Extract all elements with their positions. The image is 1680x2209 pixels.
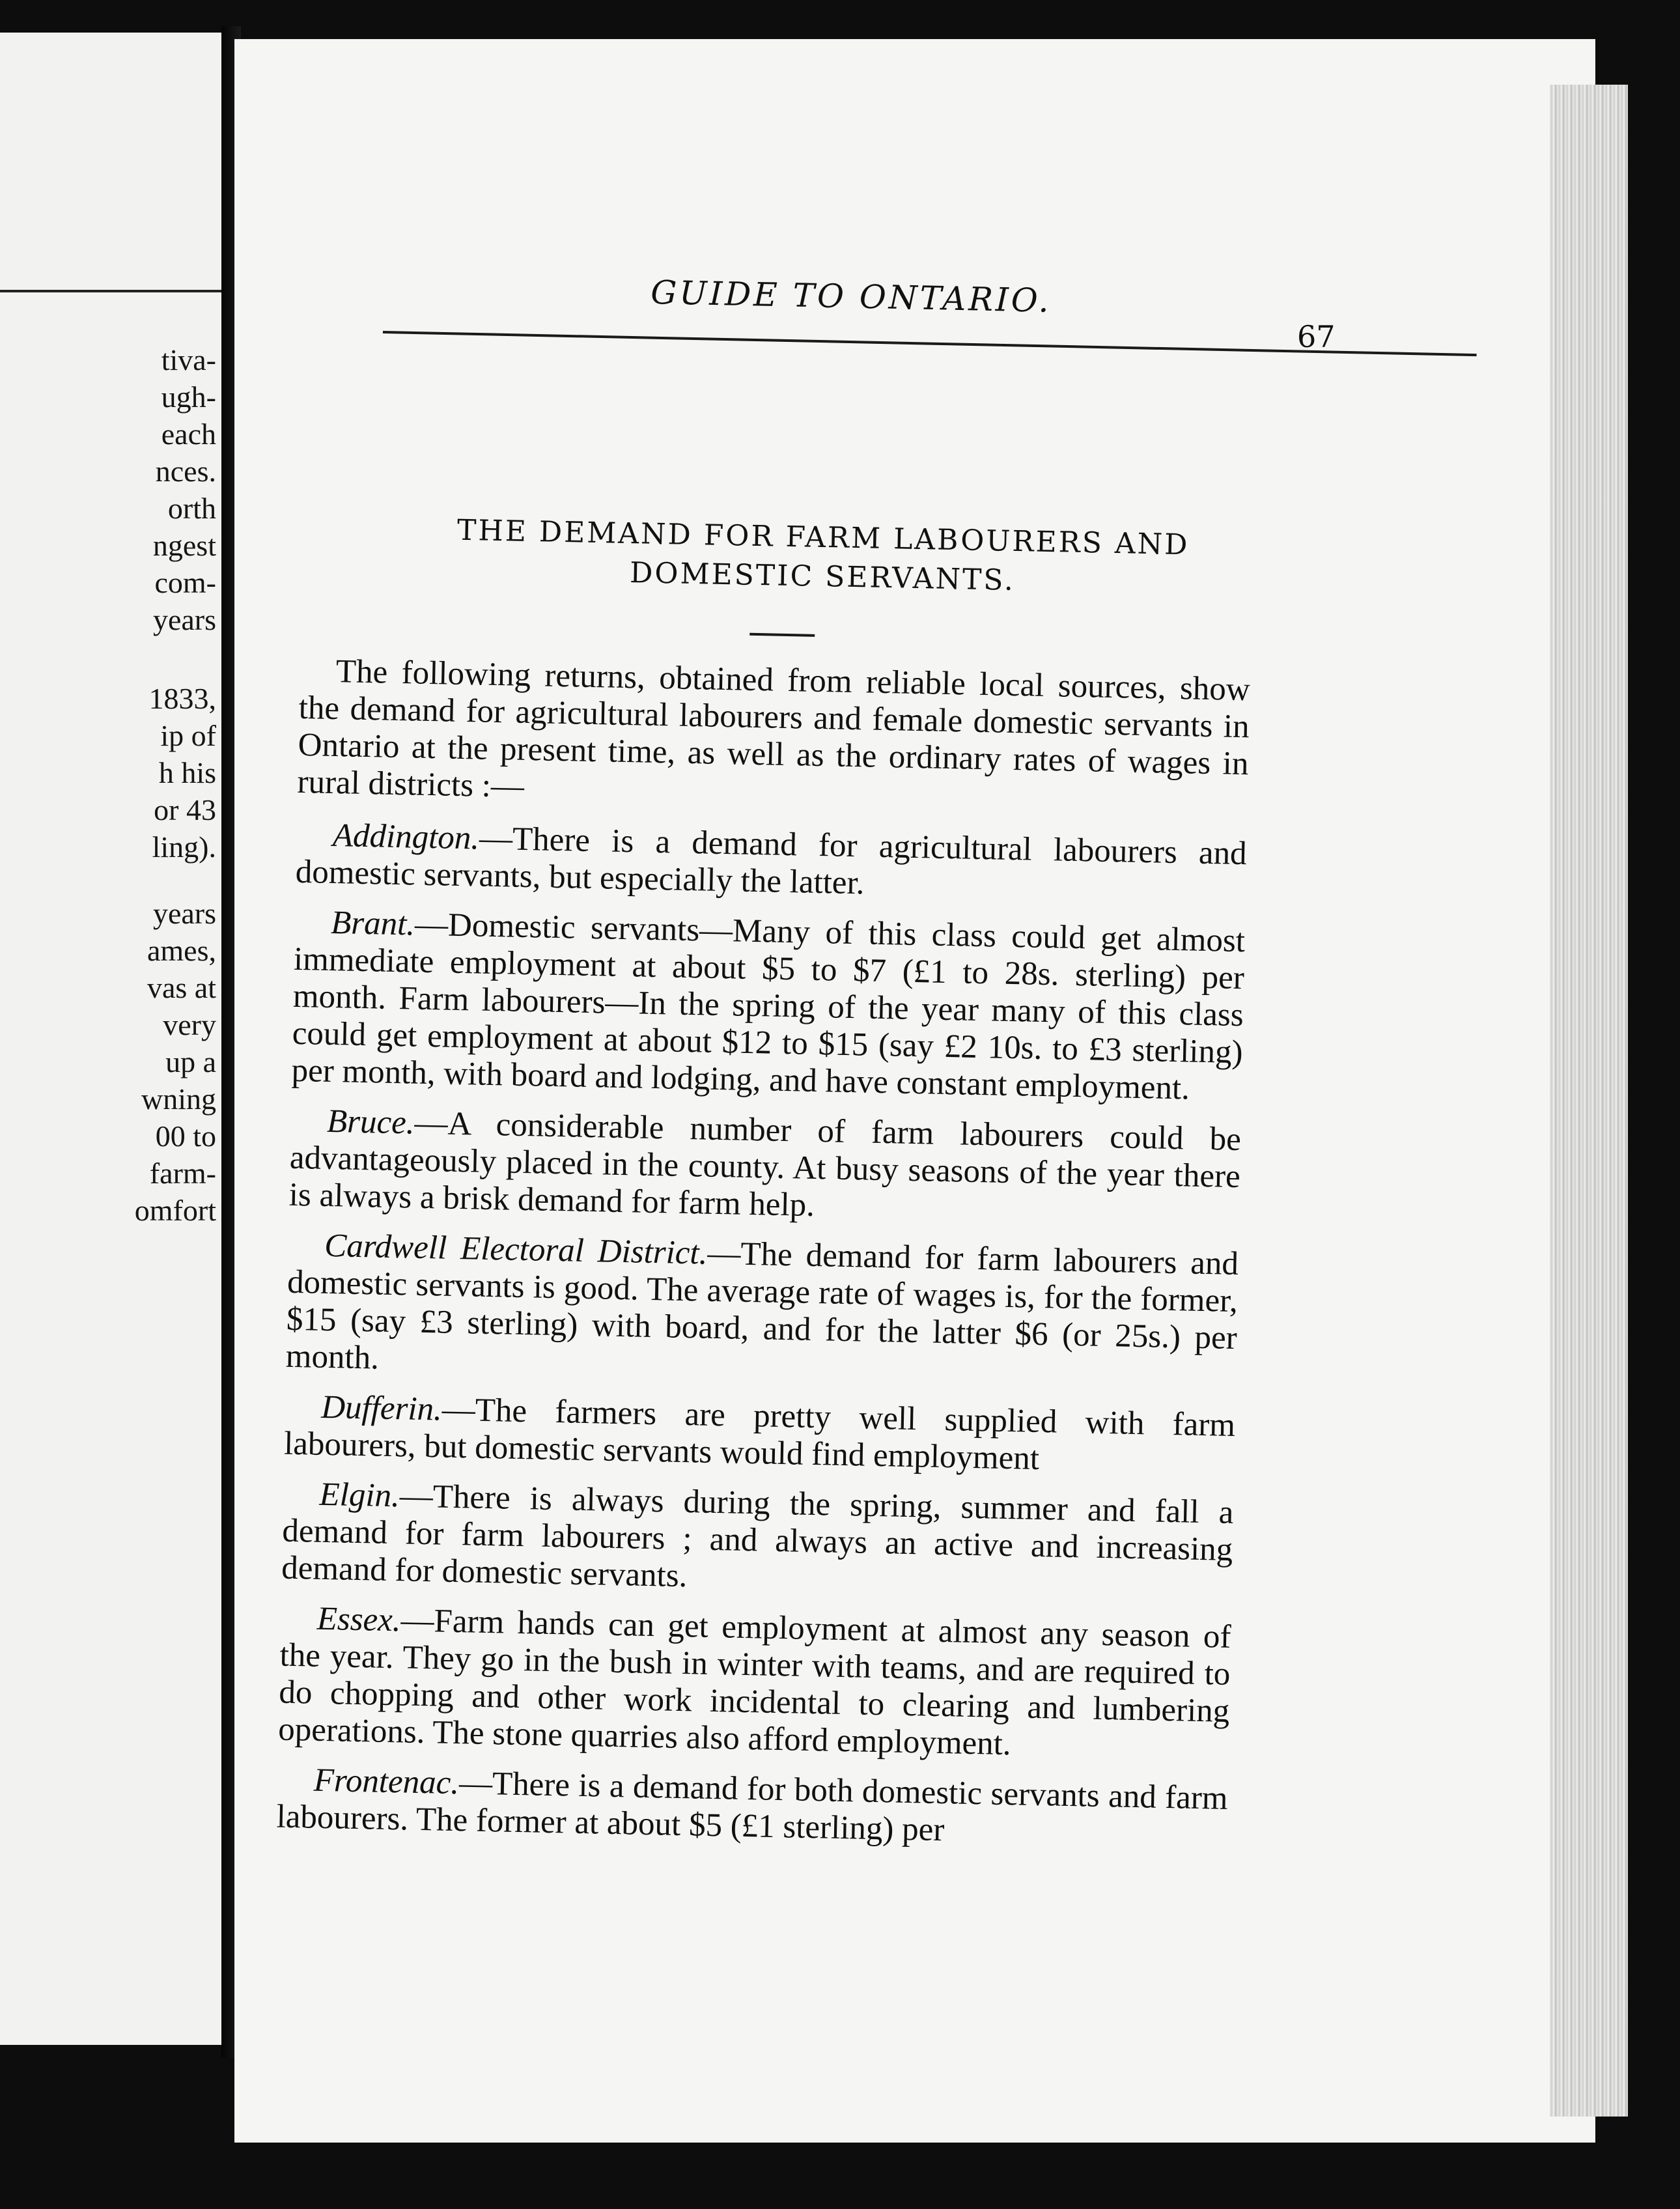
- previous-page-line: vas at: [147, 971, 216, 1004]
- county-text: —Farm hands can get employment at almost any season of the year. They go in the bush in winter with teams, and are required to do chopping and other work incidental to clearing and lumbering operations. The stone quarries also afford employment.: [277, 1602, 1232, 1763]
- county-name: Bruce.: [326, 1103, 415, 1142]
- county-name: Dufferin.: [320, 1388, 443, 1428]
- county-text: —The farmers are pretty well supplied with farm labourers, but domestic servants would find employment: [283, 1391, 1236, 1477]
- county-entry: [295, 817, 1247, 910]
- county-name: Addington.: [332, 817, 480, 857]
- previous-page-line: ngest: [152, 529, 216, 562]
- previous-page-line: ames,: [147, 934, 216, 967]
- previous-page-line: nces.: [155, 455, 216, 488]
- previous-page-line: tiva-: [161, 343, 216, 376]
- previous-page-line: farm-: [149, 1157, 216, 1190]
- county-text: —There is a demand for agricultural labourers and domestic servants, but especially the latter.: [295, 820, 1248, 902]
- previous-page-fragment: [0, 33, 221, 2045]
- article-title-line: THE DEMAND FOR FARM LABOURERS AND: [456, 513, 1190, 562]
- county-name: Frontenac.: [313, 1762, 460, 1802]
- previous-page-line: or 43: [154, 793, 216, 826]
- previous-page-line: 1833,: [148, 682, 216, 715]
- article-title-line: DOMESTIC SERVANTS.: [629, 556, 1016, 597]
- county-entry: [285, 1227, 1239, 1394]
- intro-paragraph: The following returns, obtained from reliable local sources, show the demand for agricultural labourers and female domestic servants in Ontario at the present time, as well as the ordinary rates of wages in rural districts :—: [296, 653, 1251, 805]
- title-rule: [749, 633, 815, 637]
- county-entry: [281, 1476, 1234, 1606]
- previous-page-line: ling).: [152, 830, 216, 864]
- county-name: Cardwell Electoral District.: [324, 1227, 708, 1272]
- page-edges: [1550, 85, 1628, 2117]
- previous-page-line: 00 to: [155, 1119, 216, 1153]
- previous-page-line: very: [163, 1008, 216, 1041]
- county-name: Brant.: [330, 905, 415, 943]
- previous-page-rule: [0, 290, 221, 292]
- county-name: Essex.: [316, 1600, 402, 1639]
- book-page: [234, 39, 1595, 2143]
- previous-page-line: ugh-: [161, 380, 216, 414]
- previous-page-line: ip of: [160, 719, 216, 752]
- previous-page-line: wning: [141, 1082, 216, 1116]
- article-title: [301, 508, 1280, 606]
- previous-page-line: orth: [167, 492, 216, 525]
- running-head: GUIDE TO ONTARIO.: [650, 274, 1052, 320]
- county-text: —A considerable number of farm labourers could be advantageously placed in the county. At busy seasons of the year there is always a brisk demand for farm help.: [288, 1104, 1242, 1224]
- previous-page-line: com-: [154, 566, 216, 599]
- previous-page-line: each: [161, 417, 216, 451]
- county-text: —The demand for farm labourers and domestic servants is good. The average rate of wages is, for the former, $15 (say £3 sterling) with board, and for the latter $6 (or 25s.) per month.: [285, 1235, 1239, 1377]
- county-entry: [276, 1762, 1228, 1855]
- previous-page-line: h his: [158, 756, 216, 789]
- county-text: —There is always during the spring, summer and fall a demand for farm labourers ; and always an active and increasing demand for domestic servants.: [281, 1478, 1234, 1595]
- county-name: Elgin.: [319, 1476, 400, 1515]
- county-entry: [291, 904, 1245, 1108]
- county-text: —Domestic servants—Many of this class could get almost immediate employment at about $5 to $7 (£1 to 28s. sterling) per month. Farm labourers—In the spring of the year many of this class could get employment at about $12 to $15 (say £2 10s. to £3 sterling) per month, with board and lodging, and have constant employment.: [291, 906, 1246, 1107]
- previous-page-line: up a: [165, 1045, 216, 1078]
- previous-page-line: years: [152, 603, 216, 636]
- previous-page-line: years: [152, 897, 216, 930]
- page-number: 67: [1297, 319, 1336, 354]
- county-text: —There is a demand for both domestic servants and farm labourers. The former at about $5 (£1 sterling) per: [276, 1765, 1229, 1849]
- county-entry: [278, 1600, 1231, 1767]
- article: [276, 508, 1345, 1870]
- previous-page-line: omfort: [134, 1194, 216, 1227]
- county-entry: [288, 1103, 1241, 1233]
- county-entry: [284, 1388, 1236, 1482]
